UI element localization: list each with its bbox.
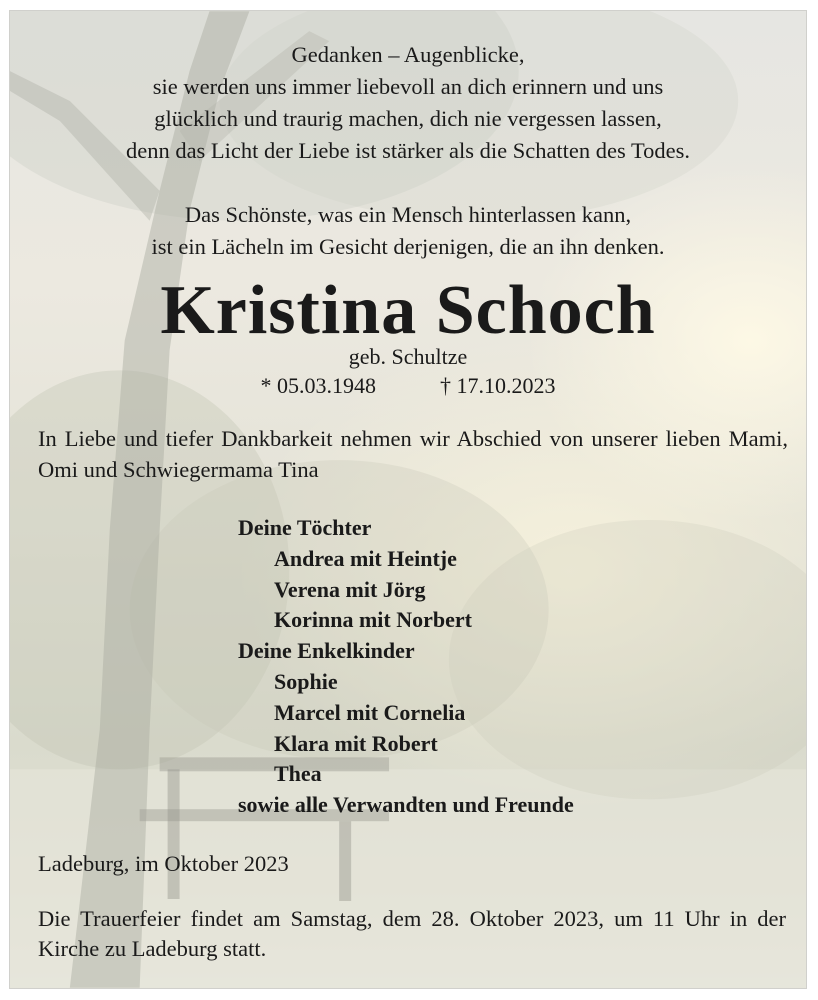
farewell-text: In Liebe und tiefer Dankbarkeit nehmen wir Abschied von unserer lieben Mami, Omi und Schwiegermama Tina [38,426,788,482]
poem-line: Das Schönste, was ein Mensch hinterlassen kann, [184,202,632,227]
list-item: Verena mit Jörg [274,576,426,602]
list-item: Klara mit Robert [274,730,438,756]
poem-line: Gedanken – Augenblicke, [291,42,525,67]
birth-date: * 05.03.1948 [260,373,376,398]
list-item: Sophie [274,668,338,694]
poem-line: glücklich und traurig machen, dich nie vergessen lassen, [154,106,662,131]
mourners-list [238,513,798,821]
list-item: Marcel mit Cornelia [274,699,466,725]
life-dates [10,371,806,401]
place-date: Ladeburg, im Oktober 2023 [38,851,289,876]
obituary-notice [9,10,807,989]
poem-line: ist ein Lächeln im Gesicht derjenigen, die an ihn denken. [151,234,665,259]
deceased-name: Kristina Schoch [160,272,656,349]
poem-line: denn das Licht der Liebe ist stärker als die Schatten des Todes. [125,138,691,163]
memorial-poem [10,39,806,295]
list-item: Thea [274,761,322,787]
funeral-service-info: Die Trauerfeier findet am Samstag, dem 28. Oktober 2023, um 11 Uhr in der Kirche zu Ladeburg statt. [38,906,786,961]
list-item: Korinna mit Norbert [274,607,472,633]
daughters-heading: Deine Töchter [238,515,372,540]
birth-name: geb. Schultze [348,344,468,369]
poem-line: sie werden uns immer liebevoll an dich erinnern und uns [152,74,664,99]
relatives-closing: sowie alle Verwandten und Freunde [238,792,574,818]
grandchildren-heading: Deine Enkelkinder [238,638,415,664]
death-date: † 17.10.2023 [440,373,556,398]
list-item: Andrea mit Heintje [274,545,457,571]
